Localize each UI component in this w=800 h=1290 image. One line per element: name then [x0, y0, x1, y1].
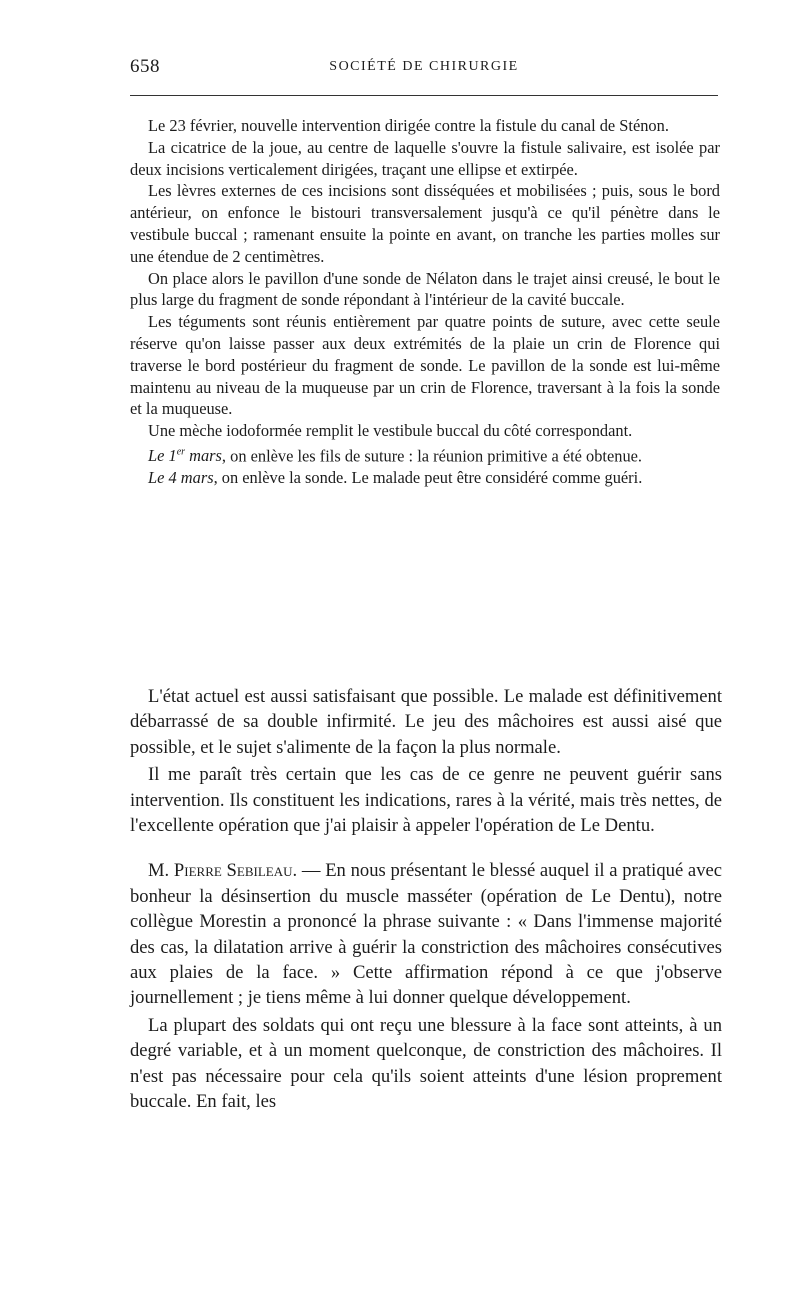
- discussion-section: [130, 684, 722, 1115]
- conclusion-paragraph: L'état actuel est aussi satisfaisant que possible. Le malade est définitivement débarrassé de sa double infirmité. Le jeu des mâchoires est aussi aisé que possible, et le sujet s'alimente de la façon la plus normale.: [130, 686, 722, 758]
- speaker-paragraph: [130, 858, 722, 1010]
- page-number: 658: [130, 56, 160, 77]
- entry-date: Le 1er mars: [148, 446, 222, 466]
- final-paragraph: La plupart des soldats qui ont reçu une blessure à la face sont atteints, à un degré variable, et à un moment quelconque, de constriction des mâchoires. Il n'est pas nécessaire pour cela qu'ils soient atteints d'une lésion proprement buccale. En fait, les: [130, 1014, 722, 1113]
- case-paragraph: La cicatrice de la joue, au centre de laquelle s'ouvre la fistule salivaire, est isolée par deux incisions verticalement dirigées, traçant une ellipse et extirpée.: [130, 137, 720, 179]
- case-paragraph: Les lèvres externes de ces incisions sont disséquées et mobilisées ; puis, sous le bord antérieur, on enfonce le bistouri transversalement jusqu'à ce qu'il pénètre dans le vestibule buccal ; ramenant ensuite la pointe en avant, on tranche les parties molles sur une étendue de 2 centimètres.: [130, 181, 720, 266]
- entry-text: , on enlève la sonde. Le malade peut être considéré comme guéri.: [213, 468, 643, 488]
- case-paragraph: Une mèche iodoformée remplit le vestibule buccal du côté correspondant.: [148, 421, 633, 441]
- entry-text: , on enlève les fils de suture : la réunion primitive a été obtenue.: [221, 446, 643, 466]
- case-paragraph: Les téguments sont réunis entièrement par quatre points de suture, avec cette seule réserve qu'on laisse passer aux deux extrémités de la plaie un crin de Florence qui traverse le bord postérieur du fragment de sonde. Le pavillon de la sonde est lui-même maintenu au niveau de la muqueuse par un crin de Florence, traversant à la fois la sonde et la muqueuse.: [130, 312, 720, 419]
- case-paragraph: On place alors le pavillon d'une sonde de Nélaton dans le trajet ainsi creusé, le bout le plus large du fragment de sonde répondant à l'intérieur de la cavité buccale.: [130, 268, 720, 310]
- case-paragraph: Le 23 février, nouvelle intervention dirigée contre la fistule du canal de Sténon.: [148, 116, 669, 135]
- speaker-name: M. Pierre Sebileau.: [148, 860, 298, 882]
- page-header: [130, 56, 718, 86]
- dated-entry: [130, 442, 720, 467]
- case-report-section: [130, 115, 720, 489]
- entry-date: Le 4 mars: [148, 468, 214, 488]
- speaker-text: — En nous présentant le blessé auquel il a pratiqué avec bonheur la désinsertion du muscle masséter (opération de Le Dentu), notre collègue Morestin a prononcé la phrase suivante : « Dans l'immense majorité des cas, la dilatation arrive à guérir la constriction des mâchoires consécutives aux plaies de la face. » Cette affirmation répond à ce que j'observe journellement ; je tiens même à lui donner quelque développement.: [130, 860, 722, 1009]
- running-title: SOCIÉTÉ DE CHIRURGIE: [329, 59, 519, 74]
- header-rule: [130, 95, 718, 96]
- dated-entry: [130, 467, 720, 489]
- conclusion-paragraph: Il me paraît très certain que les cas de ce genre ne peuvent guérir sans intervention. Ils constituent les indications, rares à la vérité, mais très nettes, de l'excellente opération que j'ai plaisir à appeler l'opération de Le Dentu.: [130, 764, 722, 837]
